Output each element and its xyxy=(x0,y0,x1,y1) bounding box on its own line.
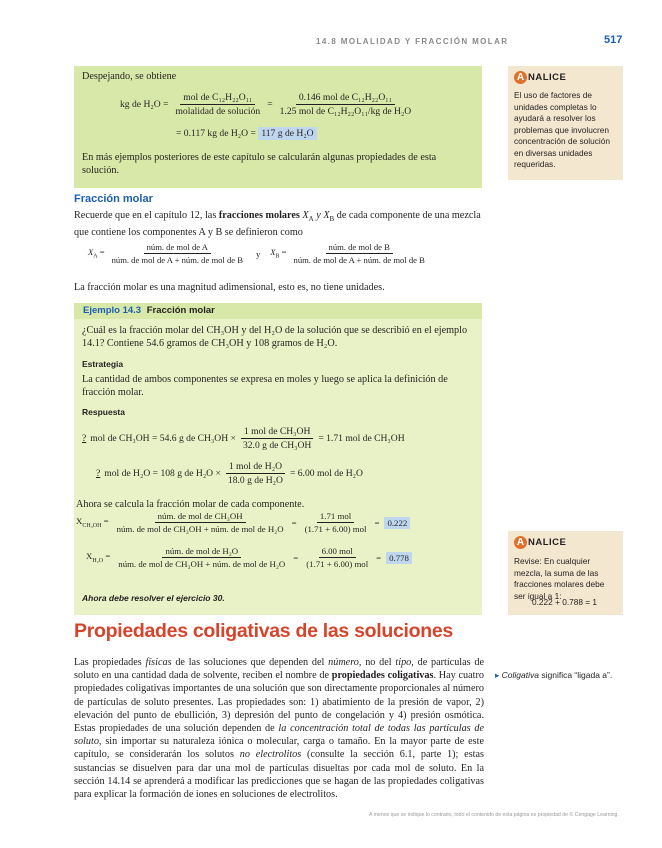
text-run: , no del xyxy=(358,657,396,668)
fraction-denominator: molalidad de solución xyxy=(175,106,261,117)
equation-result xyxy=(176,128,317,139)
text-run: Las propiedades xyxy=(74,657,146,668)
xb-lhs: $X_B$ = xyxy=(270,247,287,260)
text-run: tipo xyxy=(395,657,412,668)
water-moles-equation xyxy=(96,461,363,486)
text-run: , sin importar su naturaleza iónica o molecular, carga o tamaño. En la mayor parte de este capítulo, se considerarán los solutos xyxy=(74,736,484,761)
analyze-text-2: Revise: En cualquier mezcla, la suma de las fracciones molares debe ser igual a 1: xyxy=(514,556,605,601)
text-run: A xyxy=(308,215,314,224)
eq-result-prefix: = 0.117 kg de H₂O = xyxy=(176,128,256,139)
fraction-numerator: 0.146 mol de C₁₂H₂₂O₁₁ xyxy=(296,92,395,105)
xa-fraction xyxy=(109,242,246,265)
text-run: CH₃OH xyxy=(82,522,102,529)
fraccion-paragraph xyxy=(74,209,484,239)
example-name: Fracción molar xyxy=(146,305,215,316)
text-run: , de partículas de soluto en una cantidad dada de solvente, reciben el nombre de xyxy=(74,657,484,682)
text-run: de las soluciones que dependen del xyxy=(171,657,329,668)
analyze-title: NALICE xyxy=(528,72,567,83)
fraction-numerator: 1.71 mol xyxy=(317,511,354,523)
fraction-numerator: 1 mol de CH₃OH xyxy=(241,426,314,439)
dimensionless-note: La fracción molar es una magnitud adimensional, esto es, no tiene unidades. xyxy=(74,282,385,293)
fraction-denominator: (1.71 + 6.00) mol xyxy=(304,524,367,534)
conjunction-y: y xyxy=(255,248,261,259)
analyze-text-1: El uso de factores de unidades completas lo ayudará a resolver los problemas que involucren concentración de solución en diversas unidades requeridas. xyxy=(514,90,610,169)
section-heading-fraccion: Fracción molar xyxy=(74,193,153,205)
text-run: X xyxy=(299,210,309,221)
analyze-header-2 xyxy=(514,536,566,549)
running-header: 14.8 MOLALIDAD Y FRACCIÓN MOLAR xyxy=(316,37,509,46)
fraction-denominator: núm. de mol de CH₃OH + núm. de mol de H₂O xyxy=(116,524,284,534)
text-run: no electrolitos xyxy=(239,749,302,761)
fraction-denominator: núm. de mol de A + núm. de mol de B xyxy=(293,255,425,265)
example-label: Ejemplo 14.3 xyxy=(83,305,142,316)
analyze-header-1 xyxy=(514,71,566,84)
text-run: A xyxy=(93,253,98,260)
equals-sign: = xyxy=(267,99,273,110)
text-run: número xyxy=(328,657,359,668)
strategy-heading: Estrategia xyxy=(82,359,124,369)
highlighted-result: 0.778 xyxy=(386,552,412,564)
highlighted-result: 0.222 xyxy=(384,517,410,529)
fraction-denominator: (1.71 + 6.00) mol xyxy=(306,559,369,569)
fraction-numerator: 1 mol de H₂O xyxy=(226,461,285,474)
x-lhs: $X_{CH_3OH}$ = xyxy=(76,516,109,529)
term-fracciones-molares: fracciones molares xyxy=(218,210,300,221)
methanol-moles-equation xyxy=(82,426,405,451)
analyze-title: NALICE xyxy=(528,537,567,548)
equals-sign: = xyxy=(374,517,380,528)
equals-sign: = xyxy=(293,552,299,563)
definition-fraction xyxy=(115,546,288,569)
definition-equations xyxy=(88,242,428,265)
fraction-numerator: núm. de mol de B xyxy=(326,242,393,254)
conversion-fraction xyxy=(225,461,286,486)
definition-fraction xyxy=(114,511,287,534)
fraction-denominator: 18.0 g de H₂O xyxy=(227,475,283,486)
xb-fraction xyxy=(291,242,428,265)
answer-heading: Respuesta xyxy=(82,407,125,417)
fraction-2 xyxy=(277,92,415,117)
fraction-denominator: núm. de mol de A + núm. de mol de B xyxy=(111,255,243,265)
text-run: Recuerde que en el capítulo 12, las xyxy=(74,210,219,221)
calc-intro: Ahora se calcula la fracción molar de cada componente. xyxy=(76,499,305,510)
eq-result: = 6.00 mol de H₂O xyxy=(289,468,363,479)
text-run: H₂O xyxy=(92,557,104,564)
fraction-1 xyxy=(172,92,263,117)
analyze-badge-icon: A xyxy=(514,536,527,549)
text-run: Coligativa xyxy=(501,670,539,680)
box-note: En más ejemplos posteriores de este capítulo se calcularán algunas propiedades de esta solución. xyxy=(82,152,437,177)
exercise-reference: Ahora debe resolver el ejercicio 30. xyxy=(82,593,225,603)
text-run: X xyxy=(88,247,94,258)
x-water-equation xyxy=(86,546,412,569)
fraction-denominator: núm. de mol de CH₃OH + núm. de mol de H₂O xyxy=(118,559,286,569)
box-intro: Despejando, se obtiene xyxy=(82,71,177,82)
analyze-sum: 0.222 + 0.788 = 1 xyxy=(532,597,598,607)
text-run: (consulte la sección 6.1, parte 1); estas sustancias se disuelven para dar una mol de partículas disueltas por cada mol de soluto. En la sección 14.14 se aprenderá a modificar las predicciones que se hagan de las propiedades coligativas para explicar la formación de iones en soluciones de electrolitos. xyxy=(74,749,484,801)
example-title xyxy=(83,305,215,316)
text-run: B xyxy=(329,215,335,224)
text-run: de cada componente de una mezcla que contiene los componentes A y B se definieron como xyxy=(74,210,481,239)
x-methanol-equation xyxy=(76,511,410,534)
fraction-numerator: núm. de mol de A xyxy=(144,242,211,254)
highlighted-result: 117 g de H₂O xyxy=(258,127,316,140)
text-run: X xyxy=(86,551,93,562)
arrow-icon: ▸ xyxy=(495,670,500,680)
fraction-numerator: núm. de mol de CH₃OH xyxy=(155,511,246,523)
coligativas-paragraph xyxy=(74,656,484,801)
fraction-denominator: 32.0 g de CH₃OH xyxy=(242,440,312,451)
text-run: X xyxy=(270,247,276,258)
section-heading-coligativas: Propiedades coligativas de las soluciones xyxy=(74,620,453,642)
text-run: la concentración total de todas las partículas de soluto xyxy=(74,723,484,748)
term-propiedades-coligativas: propiedades coligativas xyxy=(331,670,434,682)
text-run: X xyxy=(76,516,83,527)
value-fraction xyxy=(302,511,370,534)
equation-kg-water xyxy=(120,92,414,117)
text-run: B xyxy=(275,253,280,260)
xa-lhs: $X_A$ = xyxy=(88,247,105,260)
x-lhs: $X_{H_2O}$ = xyxy=(86,551,111,564)
text-run: y X xyxy=(313,210,330,221)
example-question: ¿Cuál es la fracción molar del CH₃OH y del H₂O de la solución que se describió en el ejemplo 14.1? Contiene 54.6 gramos de CH₃OH y 108 gramos de H₂O. xyxy=(82,325,468,350)
unknown-mark: ? xyxy=(96,468,101,479)
conversion-fraction xyxy=(240,426,314,451)
fraction-denominator: 1.25 mol de C₁₂H₂₂O₁₁/kg de H₂O xyxy=(279,106,412,117)
page-number: 517 xyxy=(604,34,623,46)
margin-note xyxy=(495,670,612,681)
eq-part: mol de CH₃OH = 54.6 g de CH₃OH × xyxy=(90,433,236,444)
text-run: . Hay cuatro propiedades coligativas importantes de una solución que son directamente proporcionales al número de partículas de soluto presentes. Las propiedades son: 1) abatimiento de la presión de vapor, 2) elevación del punto de ebullición, 3) depresión del punto de congelación y 4) presión osmótica. Estas propiedades de una solución dependen de xyxy=(74,670,484,735)
strategy-text: La cantidad de ambos componentes se expresa en moles y luego se aplica la definición de fracción molar. xyxy=(82,374,448,399)
value-fraction xyxy=(303,546,371,569)
fraction-numerator: 6.00 mol xyxy=(319,546,356,558)
eq-result: = 1.71 mol de CH₃OH xyxy=(318,433,405,444)
equals-sign: = xyxy=(376,552,382,563)
fraction-numerator: mol de C₁₂H₂₂O₁₁ xyxy=(180,92,255,105)
text-run: físicas xyxy=(145,657,172,668)
eq-part: mol de H₂O = 108 g de H₂O × xyxy=(104,468,221,479)
fraction-numerator: núm. de mol de H₂O xyxy=(162,546,241,558)
text-run: significa “ligada a”. xyxy=(538,670,613,680)
copyright-footer: A menos que se indique lo contrario, todo el contenido de esta página es propiedad de © Cengage Learning. xyxy=(369,812,619,818)
unknown-mark: ? xyxy=(82,433,87,444)
eq-lhs: kg de H₂O = xyxy=(120,99,169,110)
equals-sign: = xyxy=(291,517,297,528)
analyze-badge-icon: A xyxy=(514,71,527,84)
